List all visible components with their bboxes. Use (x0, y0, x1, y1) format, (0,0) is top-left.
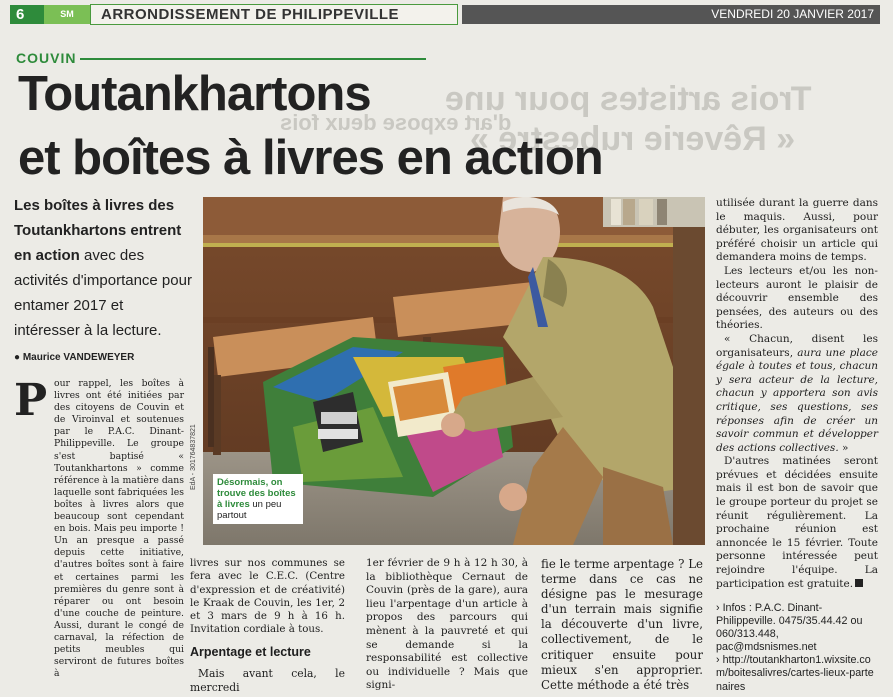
end-mark-icon (855, 579, 863, 587)
headline-line-1: Toutankhartons (18, 67, 371, 121)
body-paragraph (716, 455, 878, 591)
edition-tag: SM (44, 5, 90, 24)
quote-paragraph (716, 333, 878, 455)
bleed-through-text: Trois artistes pour une (445, 80, 812, 118)
body-paragraph: utilisée durant la guerre dans le maquis. Aussi, pour débuter, les organisateurs ont préféré choisir un article qui demandera moins de temps. (716, 197, 878, 264)
body-paragraph: fie le terme arpentage ? Le terme dans ce cas ne désigne pas le mesurage d'un terrain mais signifie la découverte d'un livre, collectivement, de le critiquer ensuite pour mieux s'en approprier. Cette méthode a été très (541, 557, 703, 692)
drop-cap: P (14, 375, 48, 426)
article-rubric: COUVIN (16, 50, 77, 66)
closing-text: D'autres matinées seront prévues et décidées ensuite mais il est bon de savoir que le groupe porteur du projet se réunit régulièrement. La prochaine réunion est annoncée le 15 février. Toute personne intéressée peut rejoindre l'équipe. La participation est gratuite. (716, 455, 878, 590)
subheading: Arpentage et lecture (190, 645, 311, 659)
body-column-2 (190, 557, 345, 637)
lead-rest: avec des activités d'importance pour entamer 2017 et intéresser à la lecture. (14, 247, 192, 339)
photo-credit: EdA - 301764837821 (190, 424, 197, 490)
quote-close: » (838, 441, 849, 454)
body-column-2b (190, 667, 345, 695)
body-paragraph: livres sur nos communes se fera avec le C.E.C. (Centre d'expression et de créativité) le Kraak de Couvin, les 1er, 2 et 3 mars de 9 h à 16 h. Invitation cordiale à tous. (190, 557, 345, 636)
page-number: 6 (10, 5, 44, 24)
caption-bold: Désormais, on trouve des boîtes à livres (217, 477, 296, 510)
body-paragraph: 1er février de 9 h à 12 h 30, à la bibliothèque Cernaut de Couvin (près de la gare), aura lieu l'arpentage d'un article à propos des parcours qui mènent à la pauvreté et qui se demande si la responsabilité est collective ou individuelle ? Mais que signi- (366, 557, 528, 692)
photo-caption (213, 474, 303, 524)
headline-line-2: et boîtes à livres en action (18, 131, 603, 185)
body-column-3 (366, 557, 528, 693)
section-title: ARRONDISSEMENT DE PHILIPPEVILLE (90, 4, 458, 25)
info-box (716, 602, 878, 694)
body-column-5 (716, 197, 878, 591)
body-column-1 (14, 375, 184, 680)
issue-date: VENDREDI 20 JANVIER 2017 (462, 5, 880, 24)
bleed-through-text: d'art expose deux fois (280, 110, 512, 135)
lead-bold: Les boîtes à livres des Toutankhartons entrent en action (14, 197, 182, 264)
body-paragraph: Mais avant cela, le mercredi (190, 667, 345, 694)
body-column-4 (541, 557, 703, 693)
quote-text: aura une place égale à toutes et tous, chacun y sera acteur de la lecture, chacun y apportera son avis critique, ses questions, ses réponses afin de créer un savoir commun et développer des actions collectives. (716, 346, 878, 454)
bleed-through-text: « Rêverie rubestre » (470, 120, 796, 158)
rubric-divider (80, 58, 426, 60)
info-contact: › Infos : P.A.C. Dinant-Philippeville. 0475/35.44.42 ou 060/313.448, pac@mdsnismes.net (716, 602, 863, 654)
caption-rest: un peu partout (217, 499, 282, 521)
body-paragraph: Les lecteurs et/ou les non-lecteurs auront le plaisir de découvrir ensemble des pensées, des auteurs ou des théories. (716, 264, 878, 332)
info-link[interactable]: › http://toutankharton1.wixsite.com/boitesalivres/cartes-lieux-partenaires (716, 654, 874, 693)
body-paragraph: our rappel, les boîtes à livres ont été initiées par des citoyens de Couvin et de Viroinval et soutenues par le P.A.C. Dinant-Philippeville. Le groupe s'est baptisé « Toutankhartons » comme référence à la matière dans laquelle sont fabriquées les boîtes à livres alors que beaucoup sont cependant en bois. Mais peu importe ! Un an presque a passé depuis cette initiative, d'autres boîtes sont à faire et certaines parmi les premières du genre sont à réparer ou ont besoin d'une couche de peinture. Aussi, durant le congé de carnaval, la réfection de petits meubles qui serviront de futures boîtes à (54, 378, 184, 680)
byline: ● Maurice VANDEWEYER (14, 352, 135, 363)
article-lead (14, 193, 192, 343)
quote-intro: « Chacun, disent les organisateurs, (716, 332, 878, 359)
